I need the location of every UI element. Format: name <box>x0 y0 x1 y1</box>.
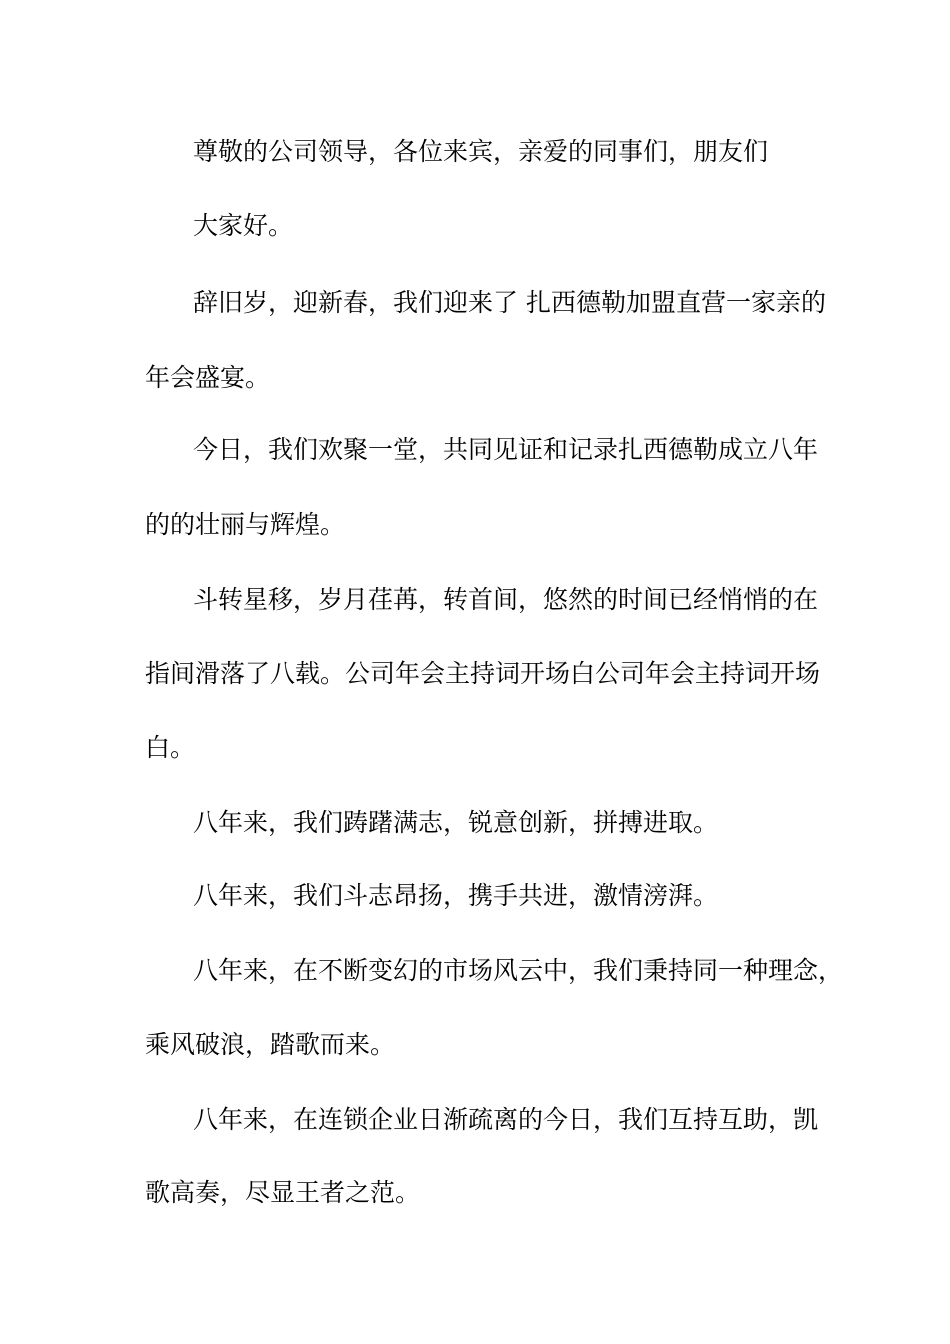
text-line: 今日，我们欢聚一堂，共同见证和记录扎西德勒成立八年 <box>193 435 819 464</box>
text-line: 八年来，我们斗志昂扬，携手共进，激情滂湃。 <box>193 881 719 910</box>
text-line: 的的壮丽与辉煌。 <box>145 510 346 539</box>
text-line: 尊敬的公司领导，各位来宾，亲爱的同事们，朋友们 <box>193 137 769 166</box>
text-line: 八年来，在不断变幻的市场风云中，我们秉持同一种理念， <box>193 956 844 985</box>
text-line: 歌高奏，尽显王者之范。 <box>145 1178 421 1207</box>
text-line: 指间滑落了八载。公司年会主持词开场白公司年会主持词开场 <box>145 659 821 688</box>
text-line: 乘风破浪，踏歌而来。 <box>145 1030 396 1059</box>
text-line: 白。 <box>145 733 196 762</box>
text-line: 年会盛宴。 <box>145 363 271 392</box>
text-line: 八年来，在连锁企业日渐疏离的今日，我们互持互助，凯 <box>193 1105 819 1134</box>
text-line: 八年来，我们踌躇满志，锐意创新，拼搏进取。 <box>193 808 719 837</box>
text-line: 辞旧岁，迎新春，我们迎来了 扎西德勒加盟直营一家亲的 <box>193 288 826 317</box>
text-line: 大家好。 <box>193 211 294 240</box>
text-line: 斗转星移，岁月荏苒，转首间，悠然的时间已经悄悄的在 <box>193 585 819 614</box>
